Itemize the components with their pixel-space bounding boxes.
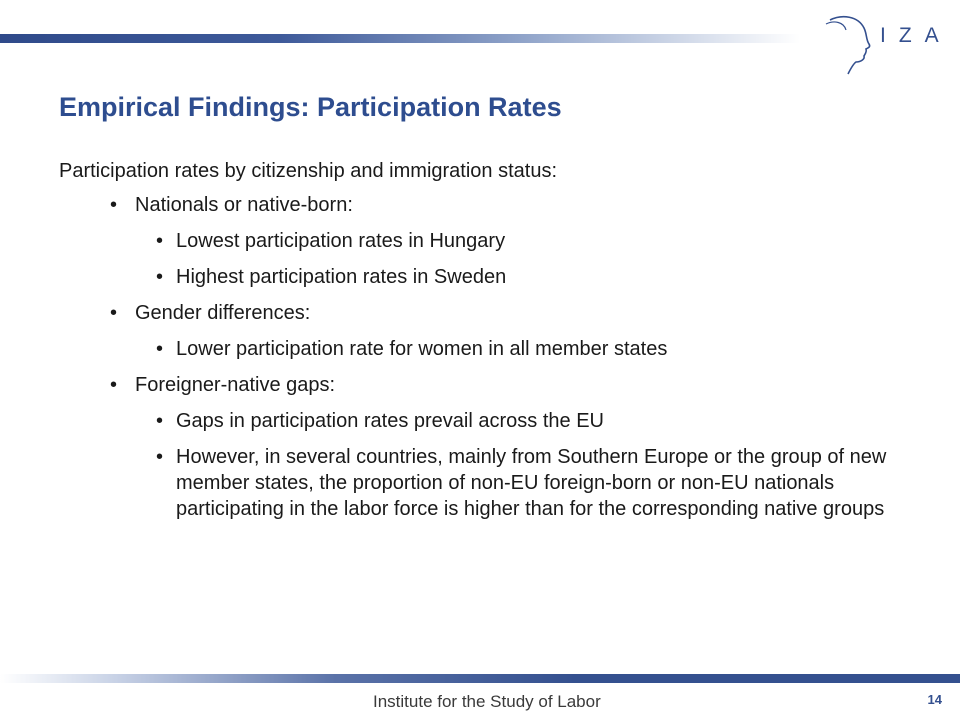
- bullet-icon: •: [156, 410, 164, 432]
- slide-body: [59, 158, 919, 532]
- top-decorative-bar: [0, 34, 800, 43]
- logo-wordmark: IZA: [880, 24, 952, 47]
- sub-bullet-text: Highest participation rates in Sweden: [176, 266, 507, 288]
- bullet-icon: •: [110, 194, 118, 216]
- sub-bullet-text: However, in several countries, mainly from Southern Europe or the group of new member states, the proportion of non-EU foreign-born or non-EU nationals participating in the labor force is higher than for the corresponding native groups: [176, 446, 887, 520]
- bullet-group-nationals: [59, 192, 919, 218]
- footer-institute: Institute for the Study of Labor: [373, 692, 601, 711]
- page-number: 14: [927, 692, 942, 707]
- bullet-group-gender: [59, 300, 919, 326]
- sub-bullet-text: Gaps in participation rates prevail across the EU: [176, 410, 604, 432]
- bullet-label: Gender differences:: [135, 302, 311, 324]
- slide-title: Empirical Findings: Participation Rates: [59, 92, 562, 122]
- bullet-icon: •: [156, 266, 164, 288]
- sub-bullet: [59, 336, 896, 362]
- bullet-group-gaps: [59, 372, 919, 398]
- sub-bullet-text: Lowest participation rates in Hungary: [176, 230, 506, 252]
- sub-bullet-text: Lower participation rate for women in all member states: [176, 338, 668, 360]
- bottom-decorative-bar: [0, 674, 960, 683]
- sub-bullet: [59, 408, 896, 434]
- sub-bullet: [59, 444, 896, 522]
- bullet-icon: •: [110, 302, 118, 324]
- sub-bullet: [59, 228, 896, 254]
- bullet-icon: •: [156, 446, 164, 468]
- sub-bullet: [59, 264, 896, 290]
- intro-text: Participation rates by citizenship and immigration status:: [59, 160, 558, 182]
- bullet-icon: •: [156, 230, 164, 252]
- bullet-label: Nationals or native-born:: [135, 194, 353, 216]
- bullet-icon: •: [110, 374, 118, 396]
- bullet-label: Foreigner-native gaps:: [135, 374, 336, 396]
- bullet-icon: •: [156, 338, 164, 360]
